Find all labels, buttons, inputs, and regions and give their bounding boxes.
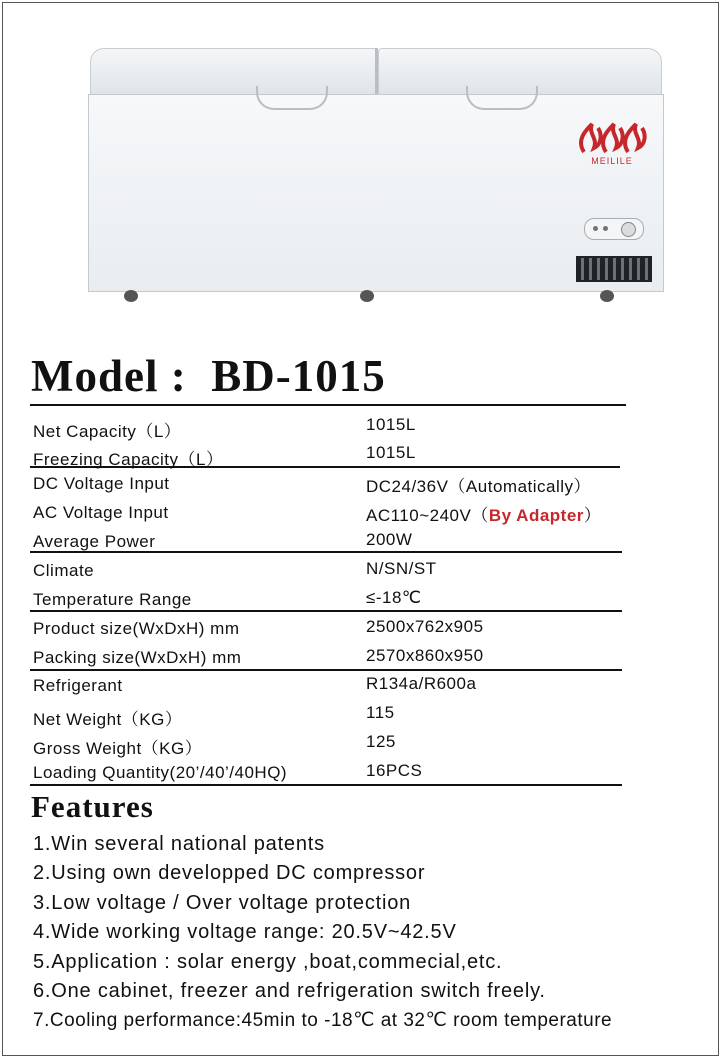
lid-handle-left: [256, 86, 328, 110]
indicator-light-icon: [593, 226, 598, 231]
spec-value: ≤-18℃: [366, 588, 422, 607]
spec-label: Freezing Capacity（L）: [33, 450, 224, 469]
spec-value: 200W: [366, 530, 413, 549]
spec-value: [366, 501, 601, 526]
spec-label: Packing size(WxDxH) mm: [33, 648, 242, 667]
feature-item: 4.Wide working voltage range: 20.5V~42.5V: [33, 921, 457, 943]
spec-value: 2570x860x950: [366, 646, 484, 665]
caster-wheel-icon: [600, 290, 614, 302]
spec-value: N/SN/ST: [366, 559, 437, 578]
spec-row-net-capacity: [33, 413, 633, 441]
thermostat-knob-icon: [621, 222, 636, 237]
spec-value: 1015L: [366, 443, 416, 462]
ac-voltage-value: AC110~240V（: [366, 506, 489, 525]
closing-paren: ）: [583, 506, 602, 525]
feature-item: 6.One cabinet, freezer and refrigeration switch freely.: [33, 980, 546, 1002]
spec-label: Product size(WxDxH) mm: [33, 619, 240, 638]
spec-value: 1015L: [366, 415, 416, 434]
control-panel: [584, 218, 644, 240]
feature-item: 5.Application : solar energy ,boat,commecial,etc.: [33, 951, 503, 973]
feature-item: 3.Low voltage / Over voltage protection: [33, 892, 412, 914]
spec-label: Average Power: [33, 532, 156, 551]
spec-value: R134a/R600a: [366, 674, 477, 693]
feature-item: 1.Win several national patents: [33, 833, 325, 855]
spec-row-refrigerant: [33, 672, 633, 700]
model-label: Model :: [31, 351, 187, 401]
spec-value: 16PCS: [366, 761, 423, 780]
model-name: BD-1015: [211, 351, 386, 401]
spec-label: DC Voltage Input: [33, 474, 170, 493]
brand-name: MEILILE: [591, 156, 633, 166]
caster-wheel-icon: [360, 290, 374, 302]
spec-row-temperature-range: [33, 586, 633, 614]
feature-item: 7.Cooling performance:45min to -18℃ at 32℃ room temperature: [33, 1010, 613, 1031]
spec-row-freezing-capacity: [33, 441, 633, 469]
spec-value: 125: [366, 732, 396, 751]
vent-grille: [576, 256, 652, 282]
spec-row-ac-voltage: [33, 499, 633, 527]
spec-value: DC24/36V（Automatically）: [366, 477, 592, 496]
model-title: [31, 350, 386, 402]
spec-row-dc-voltage: [33, 470, 633, 498]
feature-item: 2.Using own developped DC compressor: [33, 862, 426, 884]
spec-row-average-power: [33, 528, 633, 556]
spec-row-loading-quantity: [33, 759, 633, 787]
spec-label: Gross Weight（KG）: [33, 739, 203, 758]
spec-label: Climate: [33, 561, 95, 580]
spec-label: Refrigerant: [33, 676, 123, 695]
spec-row-climate: [33, 557, 633, 585]
freezer-image: [88, 38, 662, 308]
spec-value: 2500x762x905: [366, 617, 484, 636]
spec-value: 115: [366, 703, 395, 722]
divider: [30, 404, 626, 406]
spec-label: AC Voltage Input: [33, 503, 169, 522]
freezer-lid-left: [90, 48, 378, 98]
spec-row-packing-size: [33, 644, 633, 672]
indicator-light-icon: [603, 226, 608, 231]
spec-label: Net Weight（KG）: [33, 710, 183, 729]
spec-row-gross-weight: [33, 730, 633, 758]
spec-row-product-size: [33, 615, 633, 643]
spec-label: Temperature Range: [33, 590, 192, 609]
lid-handle-right: [466, 86, 538, 110]
spec-row-net-weight: [33, 701, 633, 729]
caster-wheel-icon: [124, 290, 138, 302]
lid-seam: [375, 48, 378, 98]
spec-label: Net Capacity（L）: [33, 422, 182, 441]
features-title: Features: [31, 789, 154, 824]
by-adapter-note: By Adapter: [488, 506, 584, 525]
spec-label: Loading Quantity(20’/40’/40HQ): [33, 763, 288, 782]
